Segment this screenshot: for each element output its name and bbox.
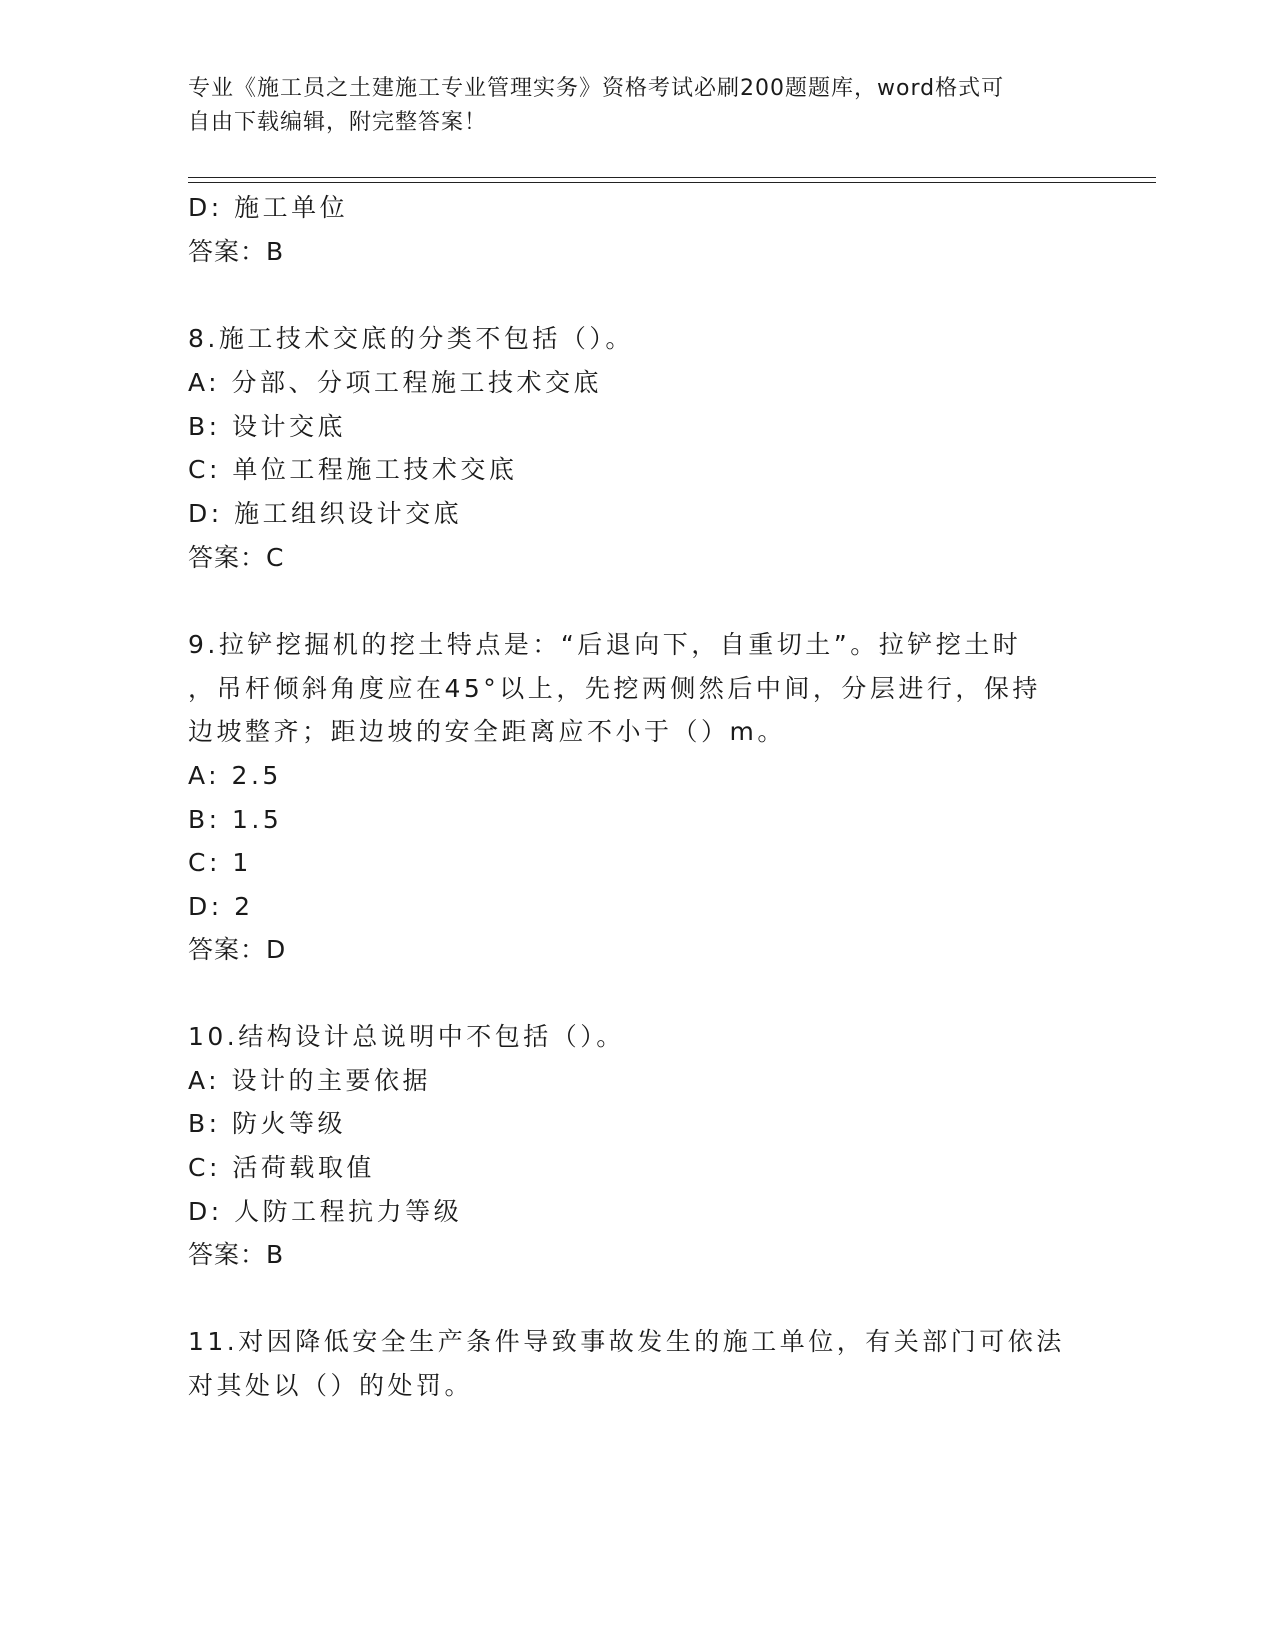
question-stem: 边坡整齐；距边坡的安全距离应不小于（）m。	[188, 717, 786, 746]
option-c: C: 单位工程施工技术交底	[188, 455, 518, 484]
page-header: 专业《施工员之土建施工专业管理实务》资格考试必刷200题题库，word格式可 自由下载编辑，附完整答案！	[188, 76, 1005, 135]
option-a: A: 2.5	[188, 761, 282, 790]
option-b: B: 1.5	[188, 805, 283, 834]
option-d: D: 2	[188, 892, 254, 921]
question-stem: ，吊杆倾斜角度应在45°以上，先挖两侧然后中间，分层进行，保持	[188, 674, 1041, 703]
option-a: A: 分部、分项工程施工技术交底	[188, 368, 603, 397]
answer-line: 答案：B	[188, 237, 285, 266]
option-c: C: 活荷载取值	[188, 1153, 375, 1182]
header-divider-top	[188, 177, 1156, 178]
answer-line: 答案：C	[188, 543, 285, 572]
question-stem: 9.拉铲挖掘机的挖土特点是：“后退向下，自重切土”。拉铲挖土时	[188, 630, 1022, 659]
question-stem: 8.施工技术交底的分类不包括（）。	[188, 324, 634, 353]
option-b: B: 防火等级	[188, 1109, 347, 1138]
question-stem: 11.对因降低安全生产条件导致事故发生的施工单位，有关部门可依法	[188, 1327, 1065, 1356]
answer-line: 答案：B	[188, 1240, 285, 1269]
question-stem: 10.结构设计总说明中不包括（）。	[188, 1022, 625, 1051]
option-d: D: 施工单位	[188, 193, 349, 222]
option-d: D: 人防工程抗力等级	[188, 1197, 463, 1226]
option-a: A: 设计的主要依据	[188, 1066, 432, 1095]
question-stem: 对其处以（）的处罚。	[188, 1371, 474, 1400]
option-c: C: 1	[188, 848, 252, 877]
option-d: D: 施工组织设计交底	[188, 499, 463, 528]
answer-line: 答案：D	[188, 935, 287, 964]
option-b: B: 设计交底	[188, 412, 347, 441]
header-divider-bottom	[188, 182, 1156, 183]
